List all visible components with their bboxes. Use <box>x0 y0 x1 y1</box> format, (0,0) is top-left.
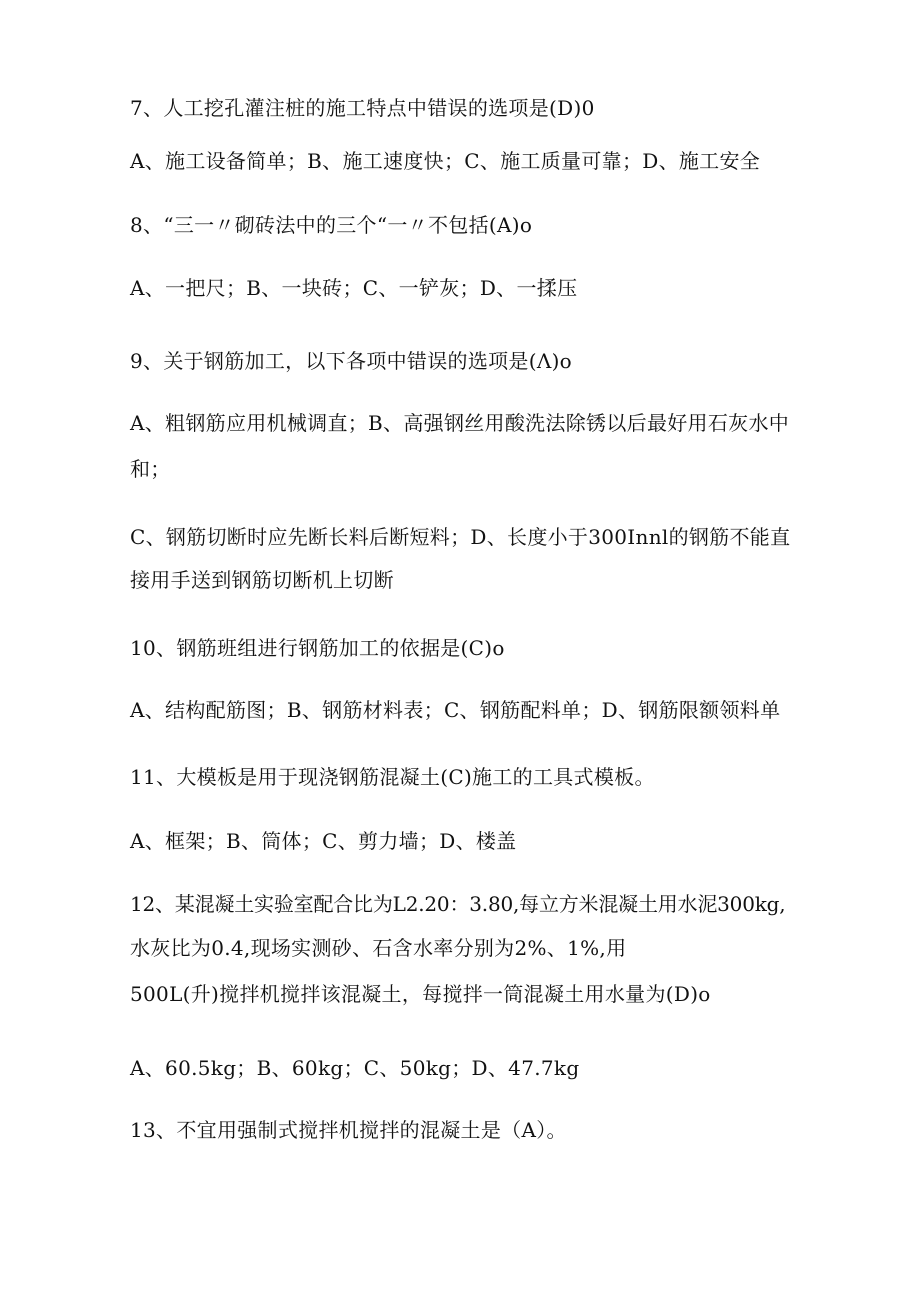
question-8-options: A、一把尺；B、一块砖；C、一铲灰；D、一揉压 <box>130 276 578 300</box>
question-13: 13、不宜用强制式搅拌机搅拌的混凝土是（A）。 <box>130 1118 567 1142</box>
question-12-options: A、60.5kg；B、60kg；C、50kg；D、47.7kg <box>130 1056 580 1080</box>
question-9: 9、关于钢筋加工，以下各项中错误的选项是(Λ)o <box>130 349 573 373</box>
question-7-options: A、施工设备简单；B、施工速度快；C、施工质量可靠；D、施工安全 <box>130 149 761 173</box>
question-12-line-2: 水灰比为0.4,现场实测砂、石含水率分别为2%、1%,用 <box>130 936 627 960</box>
question-8: 8、“三一〃砌砖法中的三个“一〃不包括(A)o <box>130 213 533 237</box>
question-9-options-line-1: A、粗钢筋应用机械调直；B、高强钢丝用酸洗法除锈以后最好用石灰水中 <box>130 411 790 435</box>
question-9-options-line-3: C、钢筋切断时应先断长料后断短料；D、长度小于300Innl的钢筋不能直 <box>130 525 791 549</box>
question-10-options: A、结构配筋图；B、钢筋材料表；C、钢筋配料单；D、钢筋限额领料单 <box>130 698 781 722</box>
question-7: 7、人工挖孔灌注桩的施工特点中错误的选项是(D)0 <box>130 96 595 120</box>
question-12-line-1: 12、某混凝土实验室配合比为L2.20：3.80,每立方米混凝土用水泥300kg, <box>130 892 786 916</box>
question-9-options-line-2: 和； <box>130 457 171 481</box>
question-9-options-line-4: 接用手送到钢筋切断机上切断 <box>130 568 394 592</box>
question-11: 11、大模板是用于现浇钢筋混凝土(C)施工的工具式模板。 <box>130 765 655 789</box>
question-12-line-3: 500L(升)搅拌机搅拌该混凝土，每搅拌一筒混凝土用水量为(D)o <box>130 982 711 1006</box>
question-11-options: A、框架；B、筒体；C、剪力墙；D、楼盖 <box>130 829 517 853</box>
question-10: 10、钢筋班组进行钢筋加工的依据是(C)o <box>130 636 505 660</box>
